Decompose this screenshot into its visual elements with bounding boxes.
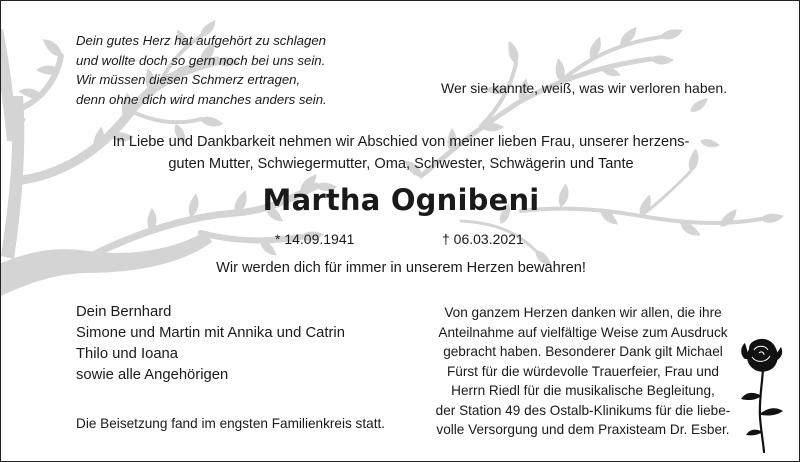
thanks-line: Fürst für die würdevolle Trauerfeier, Frau und [446, 363, 719, 379]
poem-line: Dein gutes Herz hat aufgehört zu schlagen [76, 33, 326, 48]
poem-line: und wollte doch so gern noch bei uns sein. [76, 52, 326, 68]
funeral-note: Die Beisetzung fand im engsten Familienkreis statt. [76, 416, 386, 431]
mourners-list [76, 302, 345, 386]
poem-line: Wir müssen diesen Schmerz ertragen, [76, 72, 301, 87]
poem-line: denn ohne dich wird manches anders sein. [76, 91, 327, 107]
birth-date: * 14.09.1941 [275, 231, 355, 247]
thanks-line: der Station 49 des Ostalb-Klinikums für die liebe- [435, 402, 731, 418]
memorial-motto: Wir werden dich für immer in unserem Herzen bewahren! [216, 260, 586, 276]
death-date: † 06.03.2021 [442, 231, 524, 247]
mourner-line: sowie alle Angehörigen [76, 367, 229, 383]
mourner-line: Simone und Martin mit Annika und Catrin [76, 325, 345, 341]
thanks-line: gebracht haben. Besonderer Dank gilt Michael [443, 344, 723, 359]
mourner-line: Dein Bernhard [76, 304, 172, 320]
mourner-line: Thilo und Ioana [76, 346, 179, 362]
thanks-line: Von ganzem Herzen danken wir allen, die ihre [444, 305, 722, 320]
memorial-quote: Wer sie kannte, weiß, was wir verloren haben. [441, 80, 728, 96]
intro-line: In Liebe und Dankbarkeit nehmen wir Abschied von meiner lieben Frau, unserer herzens- [112, 134, 690, 150]
intro-line: guten Mutter, Schwiegermutter, Oma, Schwester, Schwägerin und Tante [168, 155, 634, 172]
thanks-paragraph [393, 303, 773, 440]
poem [76, 31, 327, 109]
thanks-line: Anteilnahme auf vielfältige Weise zum Ausdruck [438, 324, 728, 340]
thanks-line: volle Versorgung und dem Praxisteam Dr. Esber. [436, 422, 730, 437]
deceased-name: Martha Ognibeni [262, 183, 540, 217]
black-rose-icon [737, 335, 787, 453]
thanks-line: Herrn Riedl für die musikalische Begleitung, [451, 383, 715, 398]
farewell-intro [41, 132, 761, 175]
